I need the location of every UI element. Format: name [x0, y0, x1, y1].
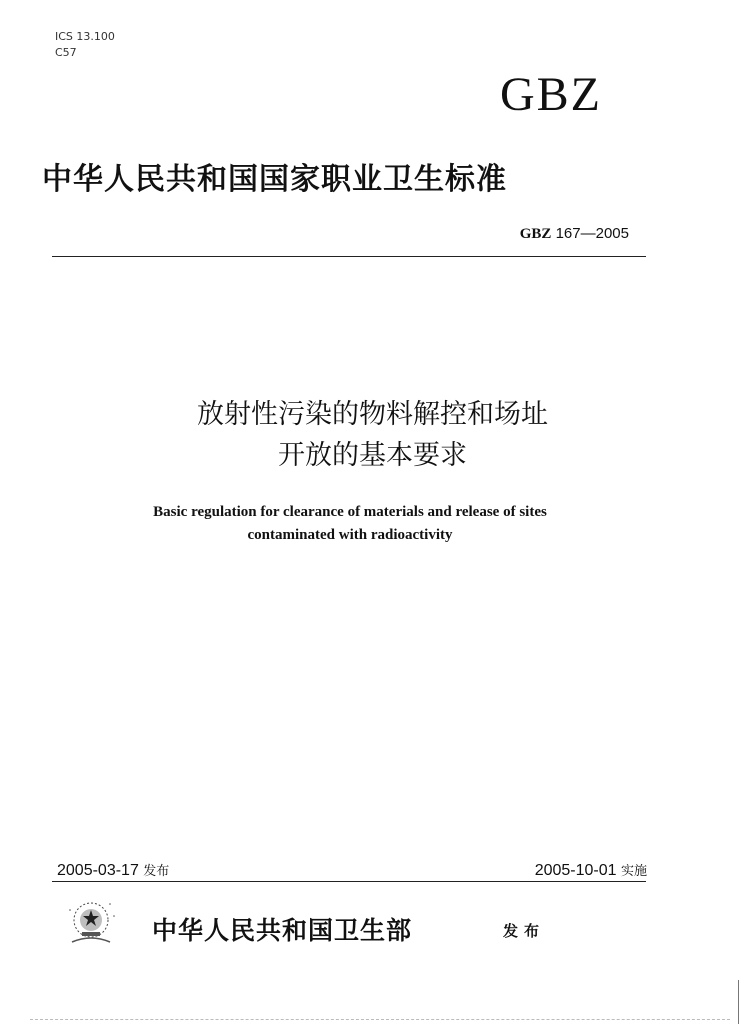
standard-class-title: 中华人民共和国国家职业卫生标准	[42, 162, 507, 197]
standard-number	[520, 225, 629, 243]
national-emblem-icon	[64, 898, 118, 948]
scan-bottom-line	[30, 1019, 730, 1020]
publisher-name: 中华人民共和国卫生部	[152, 916, 413, 945]
ccs-code: C57	[55, 46, 77, 59]
title-zh-line2: 开放的基本要求	[278, 440, 467, 471]
top-divider	[52, 256, 646, 257]
scan-edge-line	[738, 980, 739, 1024]
issue-date-value: 2005-03-17	[57, 862, 139, 879]
standard-number-value: 167—2005	[551, 225, 629, 242]
publish-label: 发布	[503, 922, 546, 940]
bottom-divider	[52, 881, 646, 882]
standard-number-prefix: GBZ	[519, 226, 552, 242]
title-zh-line1: 放射性污染的物料解控和场址	[197, 399, 548, 430]
impl-date-value: 2005-10-01	[534, 862, 617, 879]
title-en-line2: contaminated with radioactivity	[247, 527, 453, 543]
impl-label: 实施	[620, 864, 647, 879]
title-en-line1: Basic regulation for clearance of materials and release of sites	[153, 504, 547, 520]
issue-label: 发布	[143, 864, 170, 879]
ics-code: ICS 13.100	[55, 30, 115, 43]
issue-date	[57, 861, 169, 882]
gbz-logo: GBZ	[500, 68, 602, 121]
implementation-date	[535, 861, 647, 882]
